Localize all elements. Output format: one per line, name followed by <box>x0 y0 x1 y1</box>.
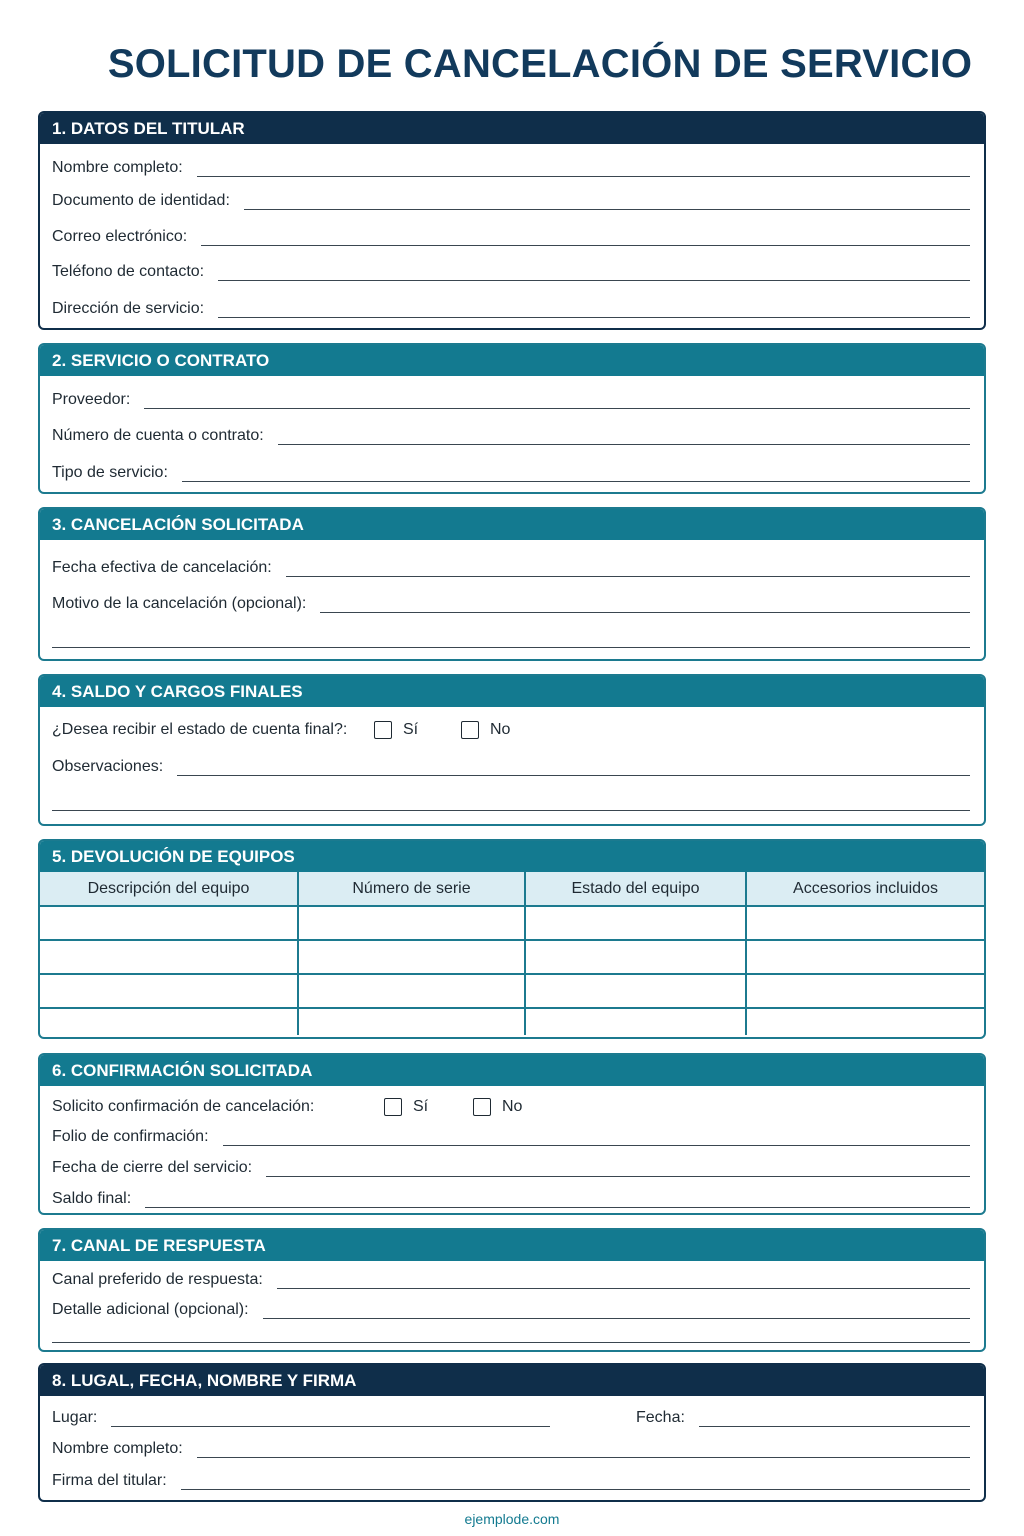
checkbox-icon[interactable] <box>384 1098 402 1116</box>
nombre-completo-firma-field[interactable]: Nombre completo: <box>52 1440 970 1458</box>
table-cell[interactable] <box>746 1008 984 1035</box>
confirmacion-question: Solicito confirmación de cancelación: <box>52 1098 315 1115</box>
table-cell[interactable] <box>746 906 984 940</box>
correo-electronico-field[interactable]: Correo electrónico: <box>52 228 970 246</box>
column-header: Descripción del equipo <box>40 872 298 906</box>
table-row <box>40 1008 984 1035</box>
motivo-extra-line[interactable] <box>52 630 970 648</box>
section-heading: 1. DATOS DEL TITULAR <box>40 113 984 144</box>
fecha-efectiva-field[interactable]: Fecha efectiva de cancelación: <box>52 559 970 577</box>
equipment-table <box>40 872 984 1035</box>
confirmacion-no-checkbox[interactable]: No <box>473 1098 522 1116</box>
section-heading: 2. SERVICIO O CONTRATO <box>40 345 984 376</box>
footer-link[interactable]: ejemplode.com <box>464 1511 560 1527</box>
estado-cuenta-question: ¿Desea recibir el estado de cuenta final?: <box>52 721 348 738</box>
table-cell[interactable] <box>40 974 298 1008</box>
observaciones-field[interactable]: Observaciones: <box>52 758 970 776</box>
section-lugar-fecha-firma <box>38 1363 986 1502</box>
column-header: Estado del equipo <box>525 872 746 906</box>
folio-confirmacion-field[interactable]: Folio de confirmación: <box>52 1128 970 1146</box>
page-title: SOLICITUD DE CANCELACIÓN DE SERVICIO <box>107 42 973 86</box>
table-row <box>40 974 984 1008</box>
table-cell[interactable] <box>298 906 525 940</box>
section-heading: 8. LUGAL, FECHA, NOMBRE Y FIRMA <box>40 1365 984 1396</box>
section-servicio-contrato <box>38 343 986 494</box>
checkbox-icon[interactable] <box>473 1098 491 1116</box>
motivo-cancelacion-field[interactable]: Motivo de la cancelación (opcional): <box>52 595 970 613</box>
canal-preferido-field[interactable]: Canal preferido de respuesta: <box>52 1271 970 1289</box>
table-row <box>40 906 984 940</box>
section-datos-titular <box>38 111 986 330</box>
table-cell[interactable] <box>525 974 746 1008</box>
section-heading: 3. CANCELACIÓN SOLICITADA <box>40 509 984 540</box>
firma-titular-field[interactable]: Firma del titular: <box>52 1472 970 1490</box>
section-heading: 4. SALDO Y CARGOS FINALES <box>40 676 984 707</box>
table-header-row <box>40 872 984 906</box>
lugar-field[interactable]: Lugar: <box>52 1409 550 1427</box>
observaciones-extra-line[interactable] <box>52 793 970 811</box>
proveedor-field[interactable]: Proveedor: <box>52 391 970 409</box>
detalle-extra-line[interactable] <box>52 1325 970 1343</box>
estado-cuenta-no-checkbox[interactable]: No <box>461 721 510 739</box>
checkbox-icon[interactable] <box>374 721 392 739</box>
fecha-cierre-field[interactable]: Fecha de cierre del servicio: <box>52 1159 970 1177</box>
saldo-final-field[interactable]: Saldo final: <box>52 1190 970 1208</box>
column-header: Número de serie <box>298 872 525 906</box>
section-canal-respuesta <box>38 1228 986 1352</box>
table-cell[interactable] <box>746 974 984 1008</box>
estado-cuenta-si-checkbox[interactable]: Sí <box>374 721 418 739</box>
section-cancelacion-solicitada <box>38 507 986 661</box>
direccion-servicio-field[interactable]: Dirección de servicio: <box>52 300 970 318</box>
confirmacion-si-checkbox[interactable]: Sí <box>384 1098 428 1116</box>
table-cell[interactable] <box>40 1008 298 1035</box>
table-cell[interactable] <box>298 1008 525 1035</box>
section-heading: 6. CONFIRMACIÓN SOLICITADA <box>40 1055 984 1086</box>
table-cell[interactable] <box>40 906 298 940</box>
table-cell[interactable] <box>298 940 525 974</box>
table-cell[interactable] <box>40 940 298 974</box>
detalle-adicional-field[interactable]: Detalle adicional (opcional): <box>52 1301 970 1319</box>
checkbox-icon[interactable] <box>461 721 479 739</box>
numero-cuenta-field[interactable]: Número de cuenta o contrato: <box>52 427 970 445</box>
column-header: Accesorios incluidos <box>746 872 984 906</box>
section-heading: 7. CANAL DE RESPUESTA <box>40 1230 984 1261</box>
section-devolucion-equipos <box>38 839 986 1039</box>
fecha-field[interactable]: Fecha: <box>636 1409 970 1427</box>
table-cell[interactable] <box>746 940 984 974</box>
documento-identidad-field[interactable]: Documento de identidad: <box>52 192 970 210</box>
table-cell[interactable] <box>298 974 525 1008</box>
table-cell[interactable] <box>525 1008 746 1035</box>
nombre-completo-field[interactable]: Nombre completo: <box>52 159 970 177</box>
telefono-contacto-field[interactable]: Teléfono de contacto: <box>52 263 970 281</box>
section-heading: 5. DEVOLUCIÓN DE EQUIPOS <box>40 841 984 872</box>
tipo-servicio-field[interactable]: Tipo de servicio: <box>52 464 970 482</box>
table-cell[interactable] <box>525 940 746 974</box>
section-confirmacion-solicitada <box>38 1053 986 1215</box>
table-cell[interactable] <box>525 906 746 940</box>
section-saldo-cargos <box>38 674 986 826</box>
table-row <box>40 940 984 974</box>
